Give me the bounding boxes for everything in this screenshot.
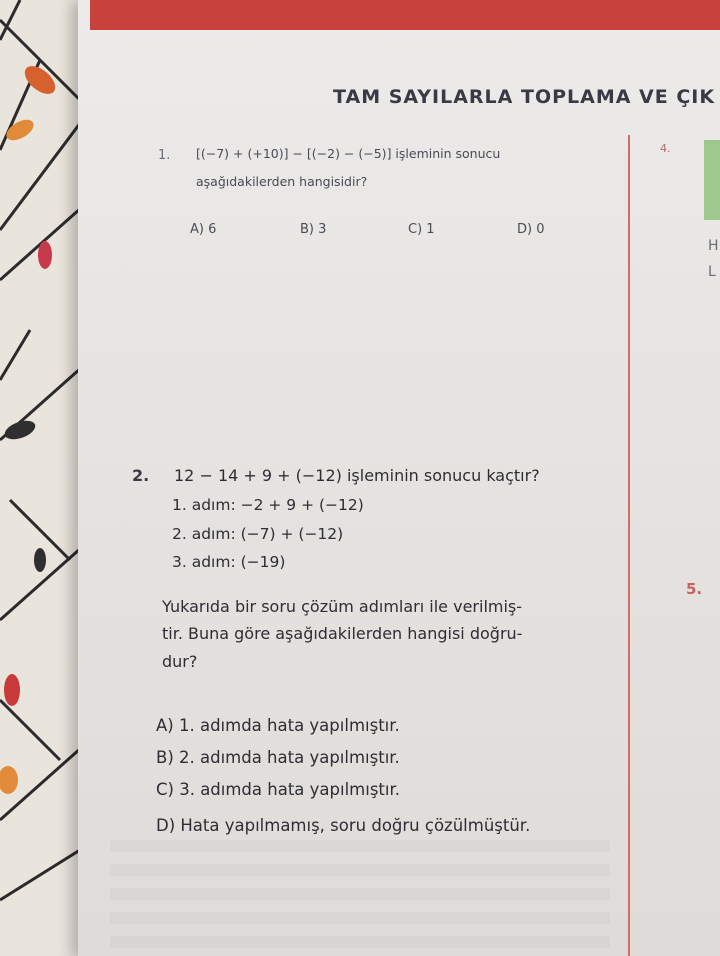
page-title: TAM SAYILARLA TOPLAMA VE ÇIK [333,86,716,108]
question-1-option-d: D) 0 [517,222,545,237]
question-1-option-c: C) 1 [408,222,435,237]
question-1-prompt: aşağıdakilerden hangisidir? [196,174,368,189]
question-2-option-b: B) 2. adımda hata yapılmıştır. [156,748,400,767]
question-1-expression: [(−7) + (+10)] − [(−2) − (−5)] işleminin sonucu [196,146,501,161]
question-2-expression: 12 − 14 + 9 + (−12) işleminin sonucu kaçtır? [174,466,540,485]
question-1-option-a: A) 6 [190,222,217,237]
question-4-number: 4. [660,142,671,155]
cropped-edge-letter-2: L [708,264,716,280]
solution-step-3: 3. adım: (−19) [172,553,286,571]
question-2-option-c: C) 3. adımda hata yapılmıştır. [156,780,400,799]
question-2-option-d: D) Hata yapılmamış, soru doğru çözülmüştür. [156,816,531,835]
page-header-band [90,0,720,30]
cropped-edge-letter-1: H [708,238,719,254]
question-2-option-a: A) 1. adımda hata yapılmıştır. [156,716,400,735]
question-2-number: 2. [132,466,150,485]
column-divider [628,135,630,956]
solution-step-2: 2. adım: (−7) + (−12) [172,525,344,543]
solution-step-1: 1. adım: −2 + 9 + (−12) [172,496,364,514]
question-2-paragraph-line-3: dur? [162,652,198,671]
show-through-from-back-page [110,840,610,950]
question-2-paragraph-line-1: Yukarıda bir soru çözüm adımları ile verilmiş- [162,597,523,616]
question-5-number: 5. [686,580,703,598]
question-1-option-b: B) 3 [300,222,327,237]
side-green-box [704,140,720,220]
question-1-number: 1. [158,148,171,163]
question-2-paragraph-line-2: tir. Buna göre aşağıdakilerden hangisi doğru- [162,624,523,643]
